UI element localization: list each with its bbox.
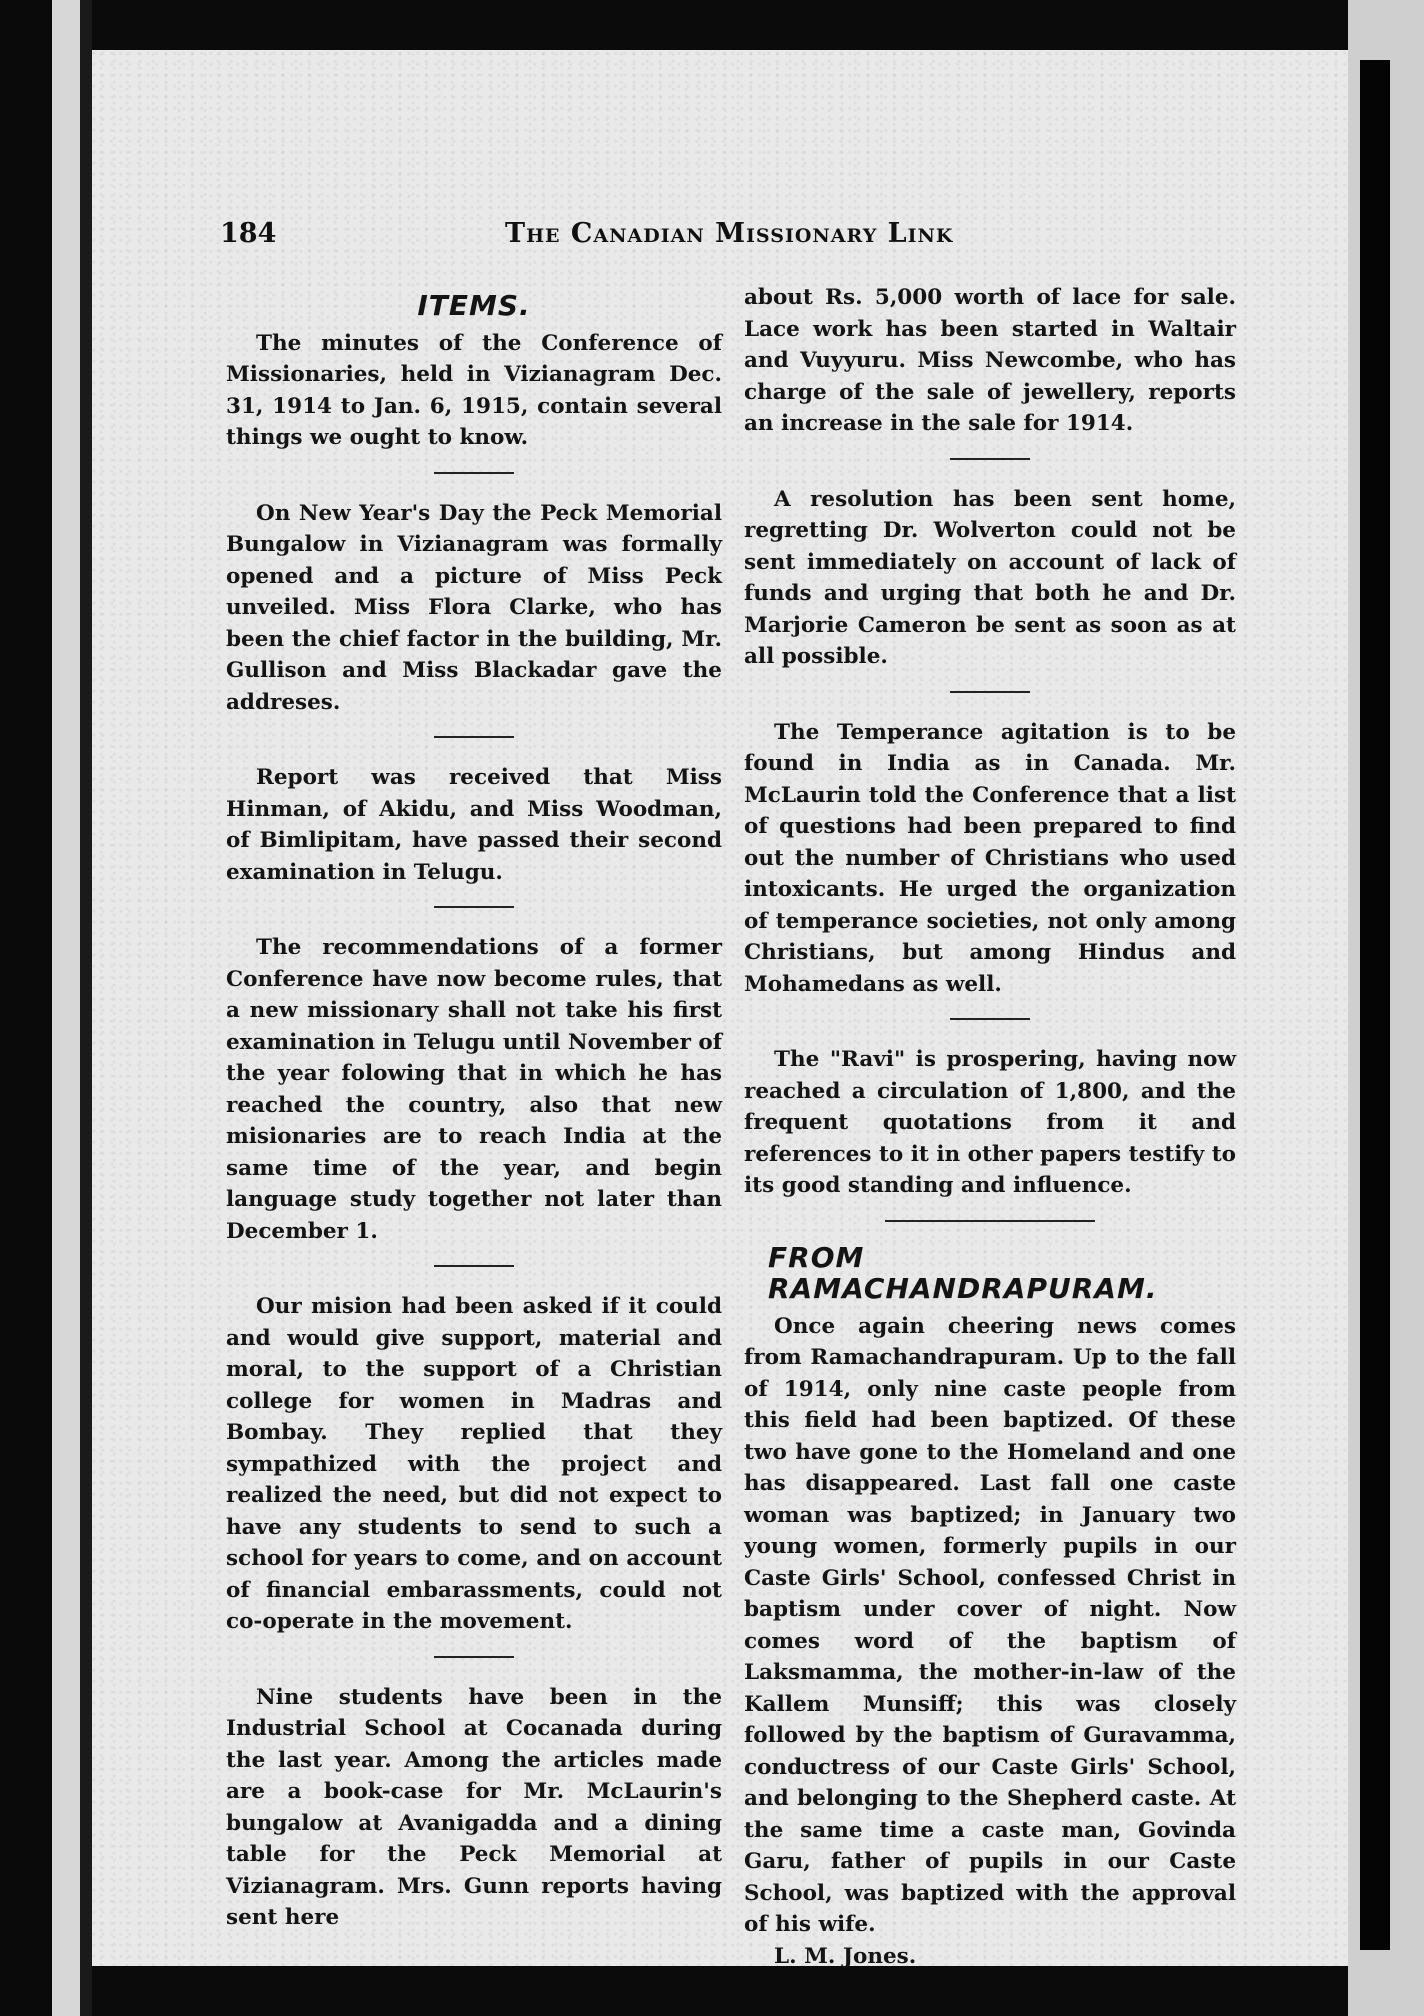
running-title: The Canadian Missionary Link <box>505 218 954 249</box>
scan-margin-left <box>52 0 80 2016</box>
page-header <box>220 218 980 258</box>
ramachandrapuram-paragraph: Once again cheering news comes from Ramachandrapuram. Up to the fall of 1914, only nine caste people from this field had been baptized. Of these two have gone to the Homeland and one has disappeared. Last fall one caste woman was baptized; in January two young women, formerly pupils in our Caste Girls' School, confessed Christ in baptism under cover of night. Now comes word of the baptism of Laksmamma, the mother-in-law of the Kallem Munsiff; this was closely followed by the baptism of Guravamma, conductress of our Caste Girls' School, and belonging to the Shepherd caste. At the same time a caste man, Govinda Garu, father of pupils in our Caste School, was baptized with the approval of his wife. <box>744 1313 1236 1937</box>
divider-rule <box>950 1018 1030 1020</box>
scan-border-right <box>1360 60 1390 1950</box>
page-number: 184 <box>220 218 277 249</box>
item-paragraph: Nine students have been in the Industrial School at Cocanada during the last year. Among the articles made are a book-case for Mr. McLaurin's bungalow at Avanigadda and a dining table for the Peck Memorial at Vizianagram. Mrs. Gunn reports having sent here <box>226 1684 722 1930</box>
items-heading: ITEMS. <box>417 289 531 322</box>
scan-border-left <box>0 0 52 2016</box>
divider-rule <box>434 736 514 738</box>
item-paragraph: A resolution has been sent home, regretting Dr. Wolverton could not be sent immediately on account of lack of funds and urging that both he and Dr. Marjorie Cameron be sent as soon as at all possible. <box>744 486 1236 669</box>
item-paragraph: Our mision had been asked if it could and would give support, material and moral, to the support of a Christian college for women in Madras and Bombay. They replied that they sympathized with the project and realized the need, but did not expect to have any students to send to such a school for years to come, and on account of financial embarassments, could not co-operate in the movement. <box>226 1294 722 1634</box>
divider-rule <box>434 906 514 908</box>
divider-rule <box>950 458 1030 460</box>
item-paragraph: The minutes of the Conference of Missionaries, held in Vizianagram Dec. 31, 1914 to Jan. 6, 1915, contain several things we ought to know. <box>226 330 722 450</box>
divider-rule <box>434 472 514 474</box>
item-paragraph: The recommendations of a former Conference have now become rules, that a new missionary shall not take his first examination in Telugu until November of the year folowing that in which he has reached the country, also that new misionaries are to reach India at the same time of the year, and begin language study together not later than December 1. <box>226 935 722 1244</box>
left-column <box>226 290 722 1934</box>
divider-rule <box>434 1265 514 1267</box>
divider-rule <box>950 691 1030 693</box>
right-column <box>744 282 1236 1972</box>
item-paragraph: The Temperance agitation is to be found in India as in Canada. Mr. McLaurin told the Conference that a list of questions had been prepared to find out the number of Christians who used intoxicants. He urged the organization of temperance societies, not only among Christians, but among Hindus and Mohamedans as well. <box>744 719 1236 997</box>
item-paragraph: On New Year's Day the Peck Memorial Bungalow in Vizianagram was formally opened and a picture of Miss Peck unveiled. Miss Flora Clarke, who has been the chief factor in the building, Mr. Gullison and Miss Blackadar gave the addreses. <box>226 500 722 715</box>
section-divider-rule <box>885 1220 1095 1222</box>
scan-border-inner-left <box>80 0 92 2016</box>
item-paragraph: The "Ravi" is prospering, having now reached a circulation of 1,800, and the frequent quotations from it and references to it in other papers testify to its good standing and influence. <box>744 1047 1236 1198</box>
divider-rule <box>434 1656 514 1658</box>
ramachandrapuram-heading: FROM RAMACHANDRAPURAM. <box>768 1240 1158 1305</box>
item-paragraph: Report was received that Miss Hinman, of Akidu, and Miss Woodman, of Bimlipitam, have passed their second examination in Telugu. <box>226 765 722 885</box>
signature: L. M. Jones. <box>774 1943 917 1969</box>
continued-paragraph: about Rs. 5,000 worth of lace for sale. Lace work has been started in Waltair and Vuyyuru. Miss Newcombe, who has charge of the sale of jewellery, reports an increase in the sale for 1914. <box>744 285 1236 436</box>
